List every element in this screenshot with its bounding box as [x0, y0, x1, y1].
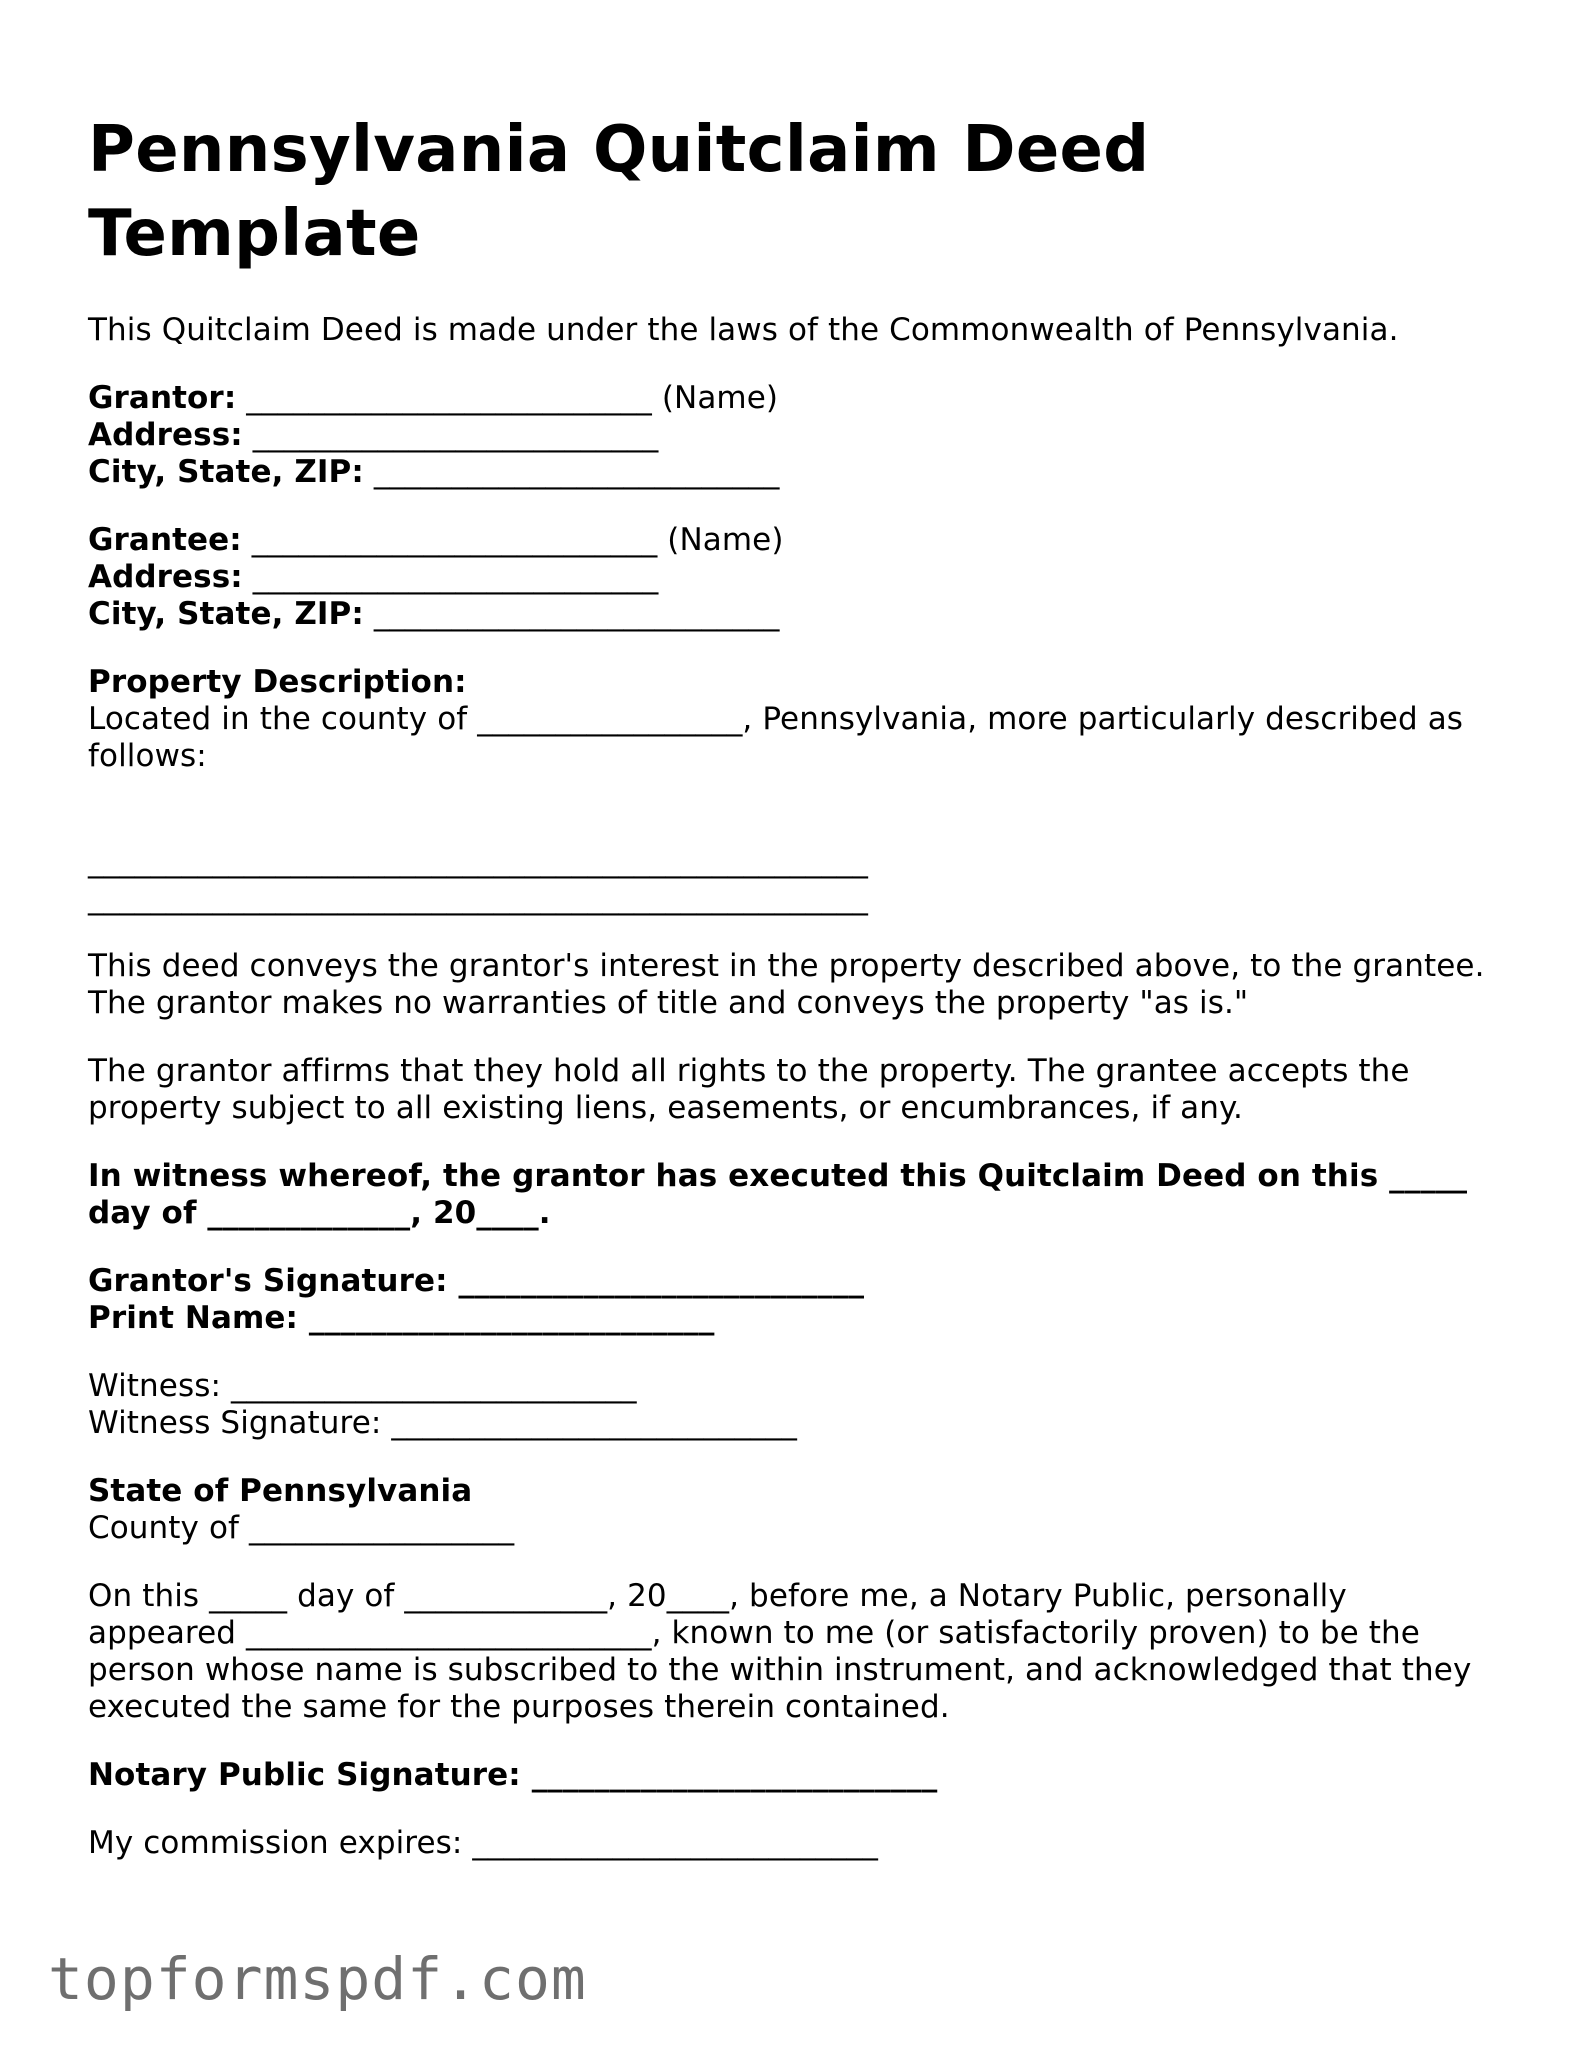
grantor-signature-line: Grantor's Signature: __________________________: [88, 1263, 865, 1299]
grantee-name-label: Grantee:: [88, 522, 242, 558]
print-name-line: Print Name: __________________________: [88, 1300, 715, 1336]
grantor-block: [88, 380, 1498, 491]
property-line-2: __________________________________________________: [88, 880, 868, 916]
property-text: Located in the county of _________________, Pennsylvania, more particularly described as follows:: [88, 701, 1464, 774]
witness-signature-line: Witness Signature: __________________________: [88, 1405, 797, 1441]
grantee-address-label: Address:: [88, 559, 243, 595]
page-title: Pennsylvania Quitclaim Deed Template: [88, 113, 1150, 271]
grantee-name-blank: __________________________ (Name): [241, 522, 784, 558]
grantor-address-label: Address:: [88, 417, 243, 453]
affirmation-text: The grantor affirms that they hold all rights to the property. The grantee accepts the property subject to all existing liens, easements, or encumbrances, if any.: [88, 1053, 1410, 1126]
property-lines: [88, 843, 1498, 917]
grantee-city-line: [88, 596, 1498, 633]
grantee-block: [88, 522, 1498, 633]
grantor-city-label: City, State, ZIP:: [88, 454, 364, 490]
notary-signature-line: Notary Public Signature: __________________________: [88, 1757, 938, 1793]
property-block: [88, 664, 1498, 775]
commission-expires-line: My commission expires: __________________________: [88, 1825, 878, 1861]
grantor-name-blank: __________________________ (Name): [236, 380, 779, 416]
witness-line: Witness: __________________________: [88, 1368, 637, 1404]
watermark: topformspdf.com: [48, 1945, 587, 2013]
grantee-city-label: City, State, ZIP:: [88, 596, 364, 632]
intro-text: This Quitclaim Deed is made under the laws of the Commonwealth of Pennsylvania.: [88, 312, 1399, 348]
witness-block: [88, 1368, 1498, 1442]
grantor-city-blank: __________________________: [363, 454, 780, 490]
notary-state: State of Pennsylvania: [88, 1473, 473, 1509]
grantee-city-blank: __________________________: [363, 596, 780, 632]
grantor-signature-block: [88, 1263, 1498, 1337]
grantor-address-blank: __________________________: [242, 417, 659, 453]
grantee-name-line: [88, 522, 1498, 559]
property-heading: Property Description:: [88, 664, 467, 700]
notary-acknowledgment: On this _____ day of _____________, 20____, before me, a Notary Public, personally appeared __________________________, known to me (or satisfactorily proven) to be the person whose name is subscribed to the within instrument, and acknowledged that they executed the same for the purposes therein contained.: [88, 1578, 1472, 1725]
grantee-address-line: [88, 559, 1498, 596]
conveyance-text: This deed conveys the grantor's interest in the property described above, to the grantee. The grantor makes no warranties of title and conveys the property "as is.": [88, 948, 1485, 1021]
property-line-1: __________________________________________________: [88, 843, 868, 879]
notary-county: County of _________________: [88, 1510, 515, 1546]
notary-venue: [88, 1473, 1498, 1547]
grantor-city-line: [88, 454, 1498, 491]
grantee-address-blank: __________________________: [242, 559, 659, 595]
grantor-name-line: [88, 380, 1498, 417]
document-page: [88, 108, 1498, 1862]
grantor-address-line: [88, 417, 1498, 454]
witness-clause: In witness whereof, the grantor has executed this Quitclaim Deed on this _____ day of _____________, 20____.: [88, 1158, 1468, 1231]
grantor-name-label: Grantor:: [88, 380, 237, 416]
